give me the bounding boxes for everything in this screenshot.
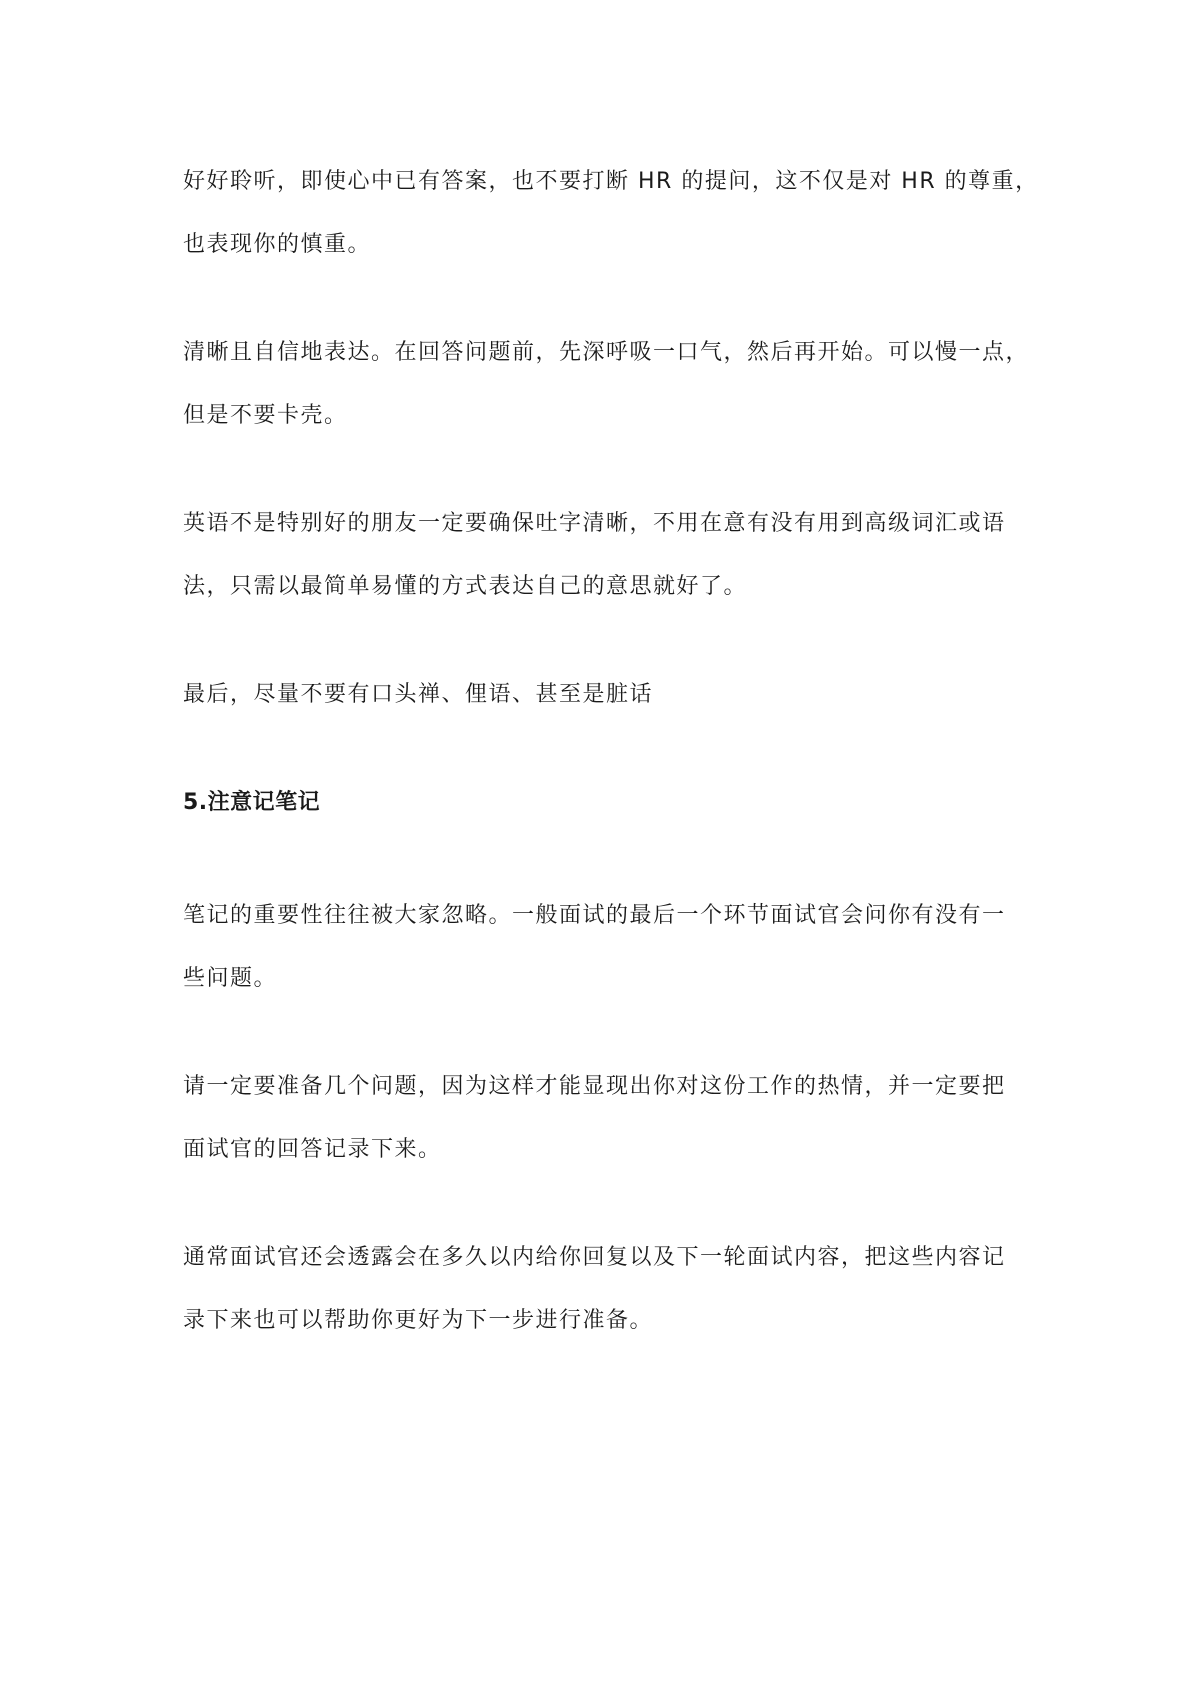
paragraph-record-info	[183, 1226, 1023, 1352]
paragraph-line: 录下来也可以帮助你更好为下一步进行准备。	[183, 1308, 654, 1333]
paragraph-prepare-questions	[183, 1055, 1023, 1181]
paragraph-line: 些问题。	[183, 966, 278, 991]
paragraph-line: 清晰且自信地表达。在回答问题前，先深呼吸一口气，然后再开始。可以慢一点，	[183, 340, 1030, 365]
paragraph-line: 面试官的回答记录下来。	[183, 1137, 442, 1162]
paragraph-english	[183, 492, 1023, 618]
document-body	[183, 150, 1039, 1397]
section-heading: 5.注意记笔记	[183, 790, 321, 815]
paragraph-line: 但是不要卡壳。	[183, 403, 348, 428]
paragraph-line: 最后，尽量不要有口头禅、俚语、甚至是脏话	[183, 682, 654, 707]
paragraph-slang	[183, 663, 1023, 726]
paragraph-express	[183, 321, 1030, 447]
paragraph-line: 通常面试官还会透露会在多久以内给你回复以及下一轮面试内容，把这些内容记	[183, 1245, 1006, 1270]
paragraph-line: 也表现你的慎重。	[183, 232, 372, 257]
paragraph-line: 请一定要准备几个问题，因为这样才能显现出你对这份工作的热情，并一定要把	[183, 1074, 1006, 1099]
paragraph-line: 英语不是特别好的朋友一定要确保吐字清晰，不用在意有没有用到高级词汇或语	[183, 511, 1006, 536]
paragraph-line: 好好聆听，即使心中已有答案，也不要打断 HR 的提问，这不仅是对 HR 的尊重，	[183, 169, 1039, 194]
paragraph-listen	[183, 150, 1039, 276]
paragraph-line: 法，只需以最简单易懂的方式表达自己的意思就好了。	[183, 574, 748, 599]
paragraph-line: 笔记的重要性往往被大家忽略。一般面试的最后一个环节面试官会问你有没有一	[183, 903, 1006, 928]
paragraph-notes-importance	[183, 884, 1023, 1010]
